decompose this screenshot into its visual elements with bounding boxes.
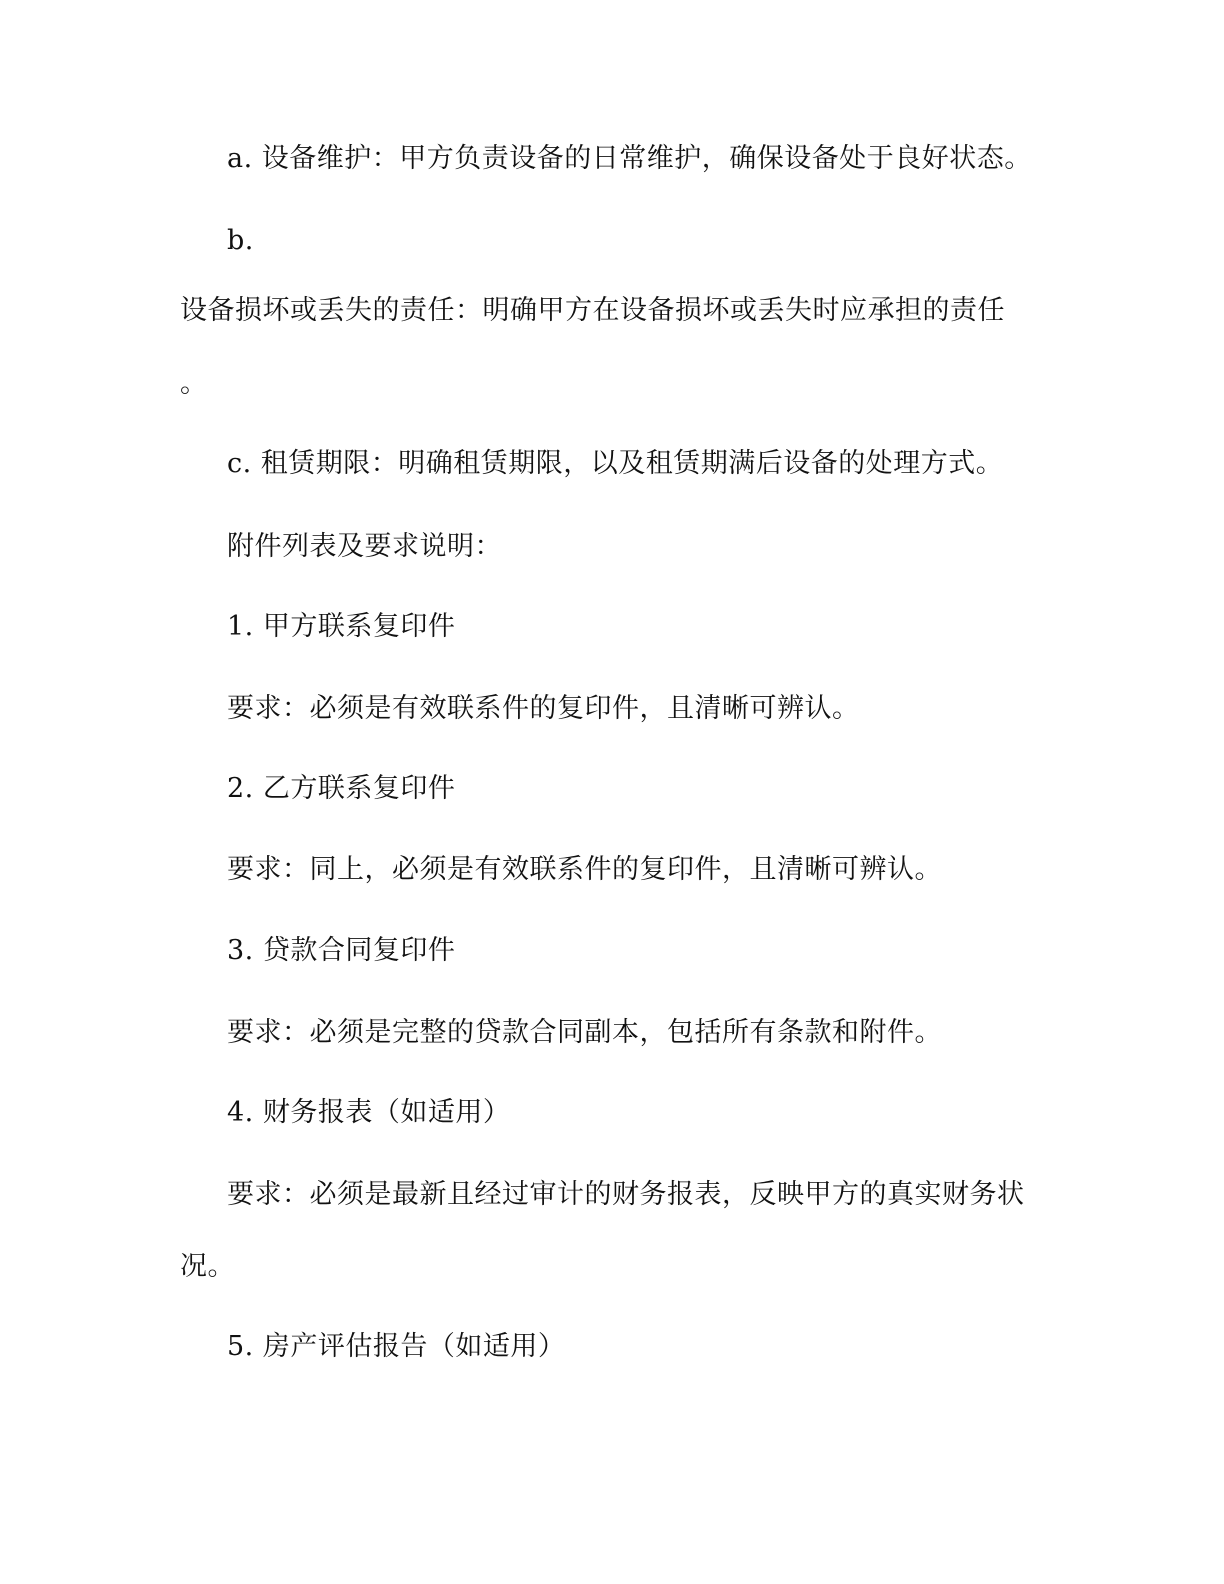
attachment-3-title: 3. 贷款合同复印件: [227, 935, 456, 966]
clause-b-damage-liability: 设备损坏或丢失的责任：明确甲方在设备损坏或丢失时应承担的责任: [180, 295, 1005, 326]
clause-b-end-punctuation: 。: [180, 368, 208, 399]
attachment-4-requirement-continued: 况。: [180, 1251, 235, 1282]
attachment-4-title: 4. 财务报表（如适用）: [227, 1097, 511, 1128]
attachments-heading: 附件列表及要求说明：: [227, 531, 502, 562]
clause-a-equipment-maintenance: a. 设备维护：甲方负责设备的日常维护，确保设备处于良好状态。: [227, 143, 1032, 174]
attachment-1-title: 1. 甲方联系复印件: [227, 611, 456, 642]
attachment-5-title: 5. 房产评估报告（如适用）: [227, 1331, 566, 1362]
attachment-4-requirement: 要求：必须是最新且经过审计的财务报表，反映甲方的真实财务状: [227, 1179, 1025, 1210]
clause-b-marker: b.: [227, 225, 254, 256]
attachment-2-title: 2. 乙方联系复印件: [227, 773, 456, 804]
attachment-1-requirement: 要求：必须是有效联系件的复印件，且清晰可辨认。: [227, 693, 860, 724]
clause-c-lease-term: c. 租赁期限：明确租赁期限，以及租赁期满后设备的处理方式。: [227, 448, 1004, 479]
attachment-2-requirement: 要求：同上，必须是有效联系件的复印件，且清晰可辨认。: [227, 854, 942, 885]
attachment-3-requirement: 要求：必须是完整的贷款合同副本，包括所有条款和附件。: [227, 1017, 942, 1048]
